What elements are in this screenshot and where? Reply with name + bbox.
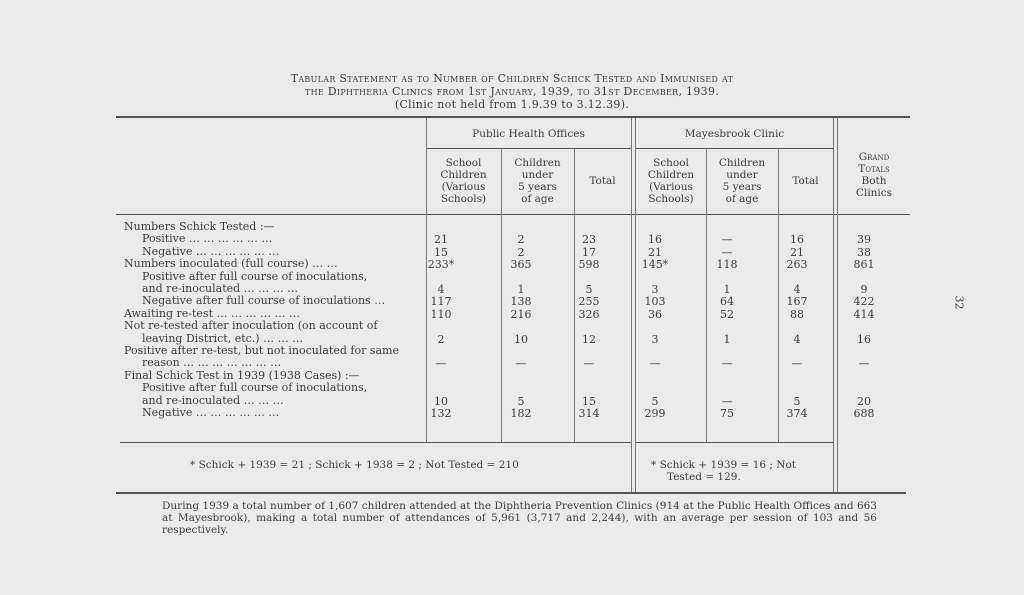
table-cell: 132 <box>430 407 452 420</box>
table-cell: 1 <box>723 333 731 346</box>
table-cell: 15 <box>434 246 448 259</box>
table-cell: 5 <box>651 395 659 408</box>
header-total-mc: Total <box>792 175 819 187</box>
table-cell: — <box>721 395 733 408</box>
header-line: under <box>521 169 554 181</box>
header-line: Children <box>647 169 695 181</box>
table-cell: — <box>858 357 870 370</box>
table-cell: 182 <box>510 407 532 420</box>
table-cell: 5 <box>793 395 801 408</box>
table-cell: 1 <box>517 283 525 296</box>
header-line: Children <box>514 157 561 169</box>
header-school-children-pho <box>426 157 501 205</box>
table-cell: 17 <box>582 246 596 259</box>
header-line: under <box>726 169 758 181</box>
row-label: Negative … … … … … … <box>142 245 280 258</box>
table-cell: 5 <box>585 283 593 296</box>
row-label: Not re-tested after inoculation (on account of <box>124 319 378 332</box>
table-cell: 117 <box>430 295 452 308</box>
table-cell: 12 <box>582 333 596 346</box>
header-line: School <box>653 157 689 169</box>
header-line: Schools) <box>648 193 694 205</box>
table-cell: 21 <box>790 246 804 259</box>
row-label: and re-inoculated … … … <box>142 394 284 407</box>
table-cell: 145* <box>641 258 669 271</box>
table-cell: 861 <box>853 258 875 271</box>
table-cell: 414 <box>853 308 875 321</box>
table-cell: 2 <box>437 333 445 346</box>
table-cell: 10 <box>514 333 528 346</box>
table-cell: — <box>721 357 733 370</box>
table-cell: — <box>649 357 661 370</box>
table-cell: 36 <box>648 308 662 321</box>
table-cell: 21 <box>434 233 448 246</box>
table-cell: 5 <box>517 395 525 408</box>
table-cell: 23 <box>582 233 596 246</box>
header-school-children-mc <box>636 157 706 205</box>
header-line: Schools) <box>440 193 487 205</box>
table-cell: — <box>435 357 447 370</box>
col-divider-grand-a <box>833 118 834 492</box>
header-grand-line: Totals <box>858 163 890 175</box>
section-rule-left <box>120 442 631 443</box>
table-cell: 103 <box>644 295 666 308</box>
row-label: Positive … … … … … … <box>142 232 273 245</box>
header-line: of age <box>521 193 554 205</box>
col-divider-group-a <box>631 118 632 492</box>
header-grand-totals <box>838 151 910 199</box>
table-cell: 2 <box>517 233 525 246</box>
footnote-line: * Schick + 1939 = 16 ; Not <box>651 459 796 471</box>
top-rule <box>116 116 910 118</box>
table-cell: 1 <box>723 283 731 296</box>
table-cell: 365 <box>510 258 532 271</box>
table-cell: 167 <box>786 295 808 308</box>
table-cell: 4 <box>793 283 801 296</box>
header-line: (Various <box>649 181 693 193</box>
row-label: reason … … … … … … … <box>142 356 282 369</box>
table-cell: 39 <box>857 233 871 246</box>
table-cell: 52 <box>720 308 734 321</box>
table-cell: 75 <box>720 407 734 420</box>
table-cell: 688 <box>853 407 875 420</box>
table-cell: 16 <box>857 333 871 346</box>
table-cell: 10 <box>434 395 448 408</box>
footnote-public-health-offices: * Schick + 1939 = 21 ; Schick + 1938 = 2 ; Not Tested = 210 <box>190 459 519 471</box>
table-cell: 21 <box>648 246 662 259</box>
table-cell: 118 <box>716 258 738 271</box>
header-grand-line: Clinics <box>855 187 893 199</box>
table-cell: 216 <box>510 308 532 321</box>
title-line-2: the Diphtheria Clinics from 1st January, 1939, to 31st December, 1939. <box>304 85 720 98</box>
table-cell: — <box>721 246 733 259</box>
bottom-rule <box>116 492 906 494</box>
table-cell: 598 <box>578 258 600 271</box>
row-label: Positive after full course of inoculations, <box>142 381 368 394</box>
group-rule-2 <box>636 148 833 149</box>
row-label: Final Schick Test in 1939 (1938 Cases) :— <box>124 369 360 382</box>
row-label: Positive after full course of inoculations, <box>142 270 368 283</box>
table-cell: 255 <box>578 295 600 308</box>
table-cell: — <box>721 233 733 246</box>
footnote-line: Tested = 129. <box>667 471 741 483</box>
table-cell: 3 <box>651 283 659 296</box>
table-cell: 4 <box>437 283 445 296</box>
row-label: Awaiting re-test … … … … … … <box>124 307 300 320</box>
title-line-1: Tabular Statement as to Number of Children Schick Tested and Immunised at <box>290 72 734 85</box>
table-cell: 16 <box>648 233 662 246</box>
table-cell: 9 <box>860 283 868 296</box>
table-title <box>200 72 824 111</box>
row-label: Negative … … … … … … <box>142 406 280 419</box>
table-cell: — <box>583 357 595 370</box>
header-line: School <box>445 157 482 169</box>
table-cell: 374 <box>786 407 808 420</box>
table-cell: 233* <box>427 258 455 271</box>
row-label: and re-inoculated … … … … <box>142 282 299 295</box>
table-cell: 88 <box>790 308 804 321</box>
table-cell: 110 <box>430 308 452 321</box>
row-label: leaving District, etc.) … … … <box>142 332 304 345</box>
row-label: Numbers inoculated (full course) … … <box>124 257 338 270</box>
header-total-pho: Total <box>589 175 616 187</box>
row-label: Negative after full course of inoculations … <box>142 294 386 307</box>
header-line: Children <box>718 157 766 169</box>
table-cell: 4 <box>793 333 801 346</box>
table-cell: 314 <box>578 407 600 420</box>
table-cell: 263 <box>786 258 808 271</box>
header-public-health-offices: Public Health Offices <box>472 128 585 140</box>
table-cell: 299 <box>644 407 666 420</box>
header-grand-line: Both <box>861 175 887 187</box>
table-cell: 2 <box>517 246 525 259</box>
table-cell: 138 <box>510 295 532 308</box>
page-number: 32 <box>952 295 966 310</box>
footnote-mayesbrook <box>651 459 796 483</box>
section-rule-right <box>636 442 833 443</box>
table-cell: 3 <box>651 333 659 346</box>
summary-paragraph: During 1939 a total number of 1,607 children attended at the Diphtheria Prevention Clinics (914 at the Public Health Offices and 663 at Mayesbrook), making a total number of attendances of 5,961 (3,717 and 2,244), with an average per session of 103 and 56 respectively. <box>162 500 877 536</box>
table-cell: 64 <box>720 295 734 308</box>
row-label: Positive after re-test, but not inoculated for same <box>124 344 399 357</box>
header-line: (Various <box>441 181 486 193</box>
row-label: Numbers Schick Tested :— <box>124 220 275 233</box>
group-rule-1 <box>426 148 631 149</box>
header-grand-line: Grand <box>858 151 890 163</box>
table-cell: — <box>791 357 803 370</box>
table-cell: 16 <box>790 233 804 246</box>
table-cell: 15 <box>582 395 596 408</box>
header-line: Children <box>440 169 487 181</box>
table-cell: 422 <box>853 295 875 308</box>
header-line: of age <box>725 193 759 205</box>
table-cell: — <box>515 357 527 370</box>
header-under5-pho <box>501 157 574 205</box>
header-mayesbrook-clinic: Mayesbrook Clinic <box>684 128 785 140</box>
header-line: 5 years <box>518 181 557 193</box>
table-cell: 20 <box>857 395 871 408</box>
header-under5-mc <box>706 157 778 205</box>
table-cell: 38 <box>857 246 871 259</box>
header-line: 5 years <box>722 181 762 193</box>
title-line-3: (Clinic not held from 1.9.39 to 3.12.39). <box>394 98 630 111</box>
header-rule <box>116 214 910 215</box>
table-cell: 326 <box>578 308 600 321</box>
